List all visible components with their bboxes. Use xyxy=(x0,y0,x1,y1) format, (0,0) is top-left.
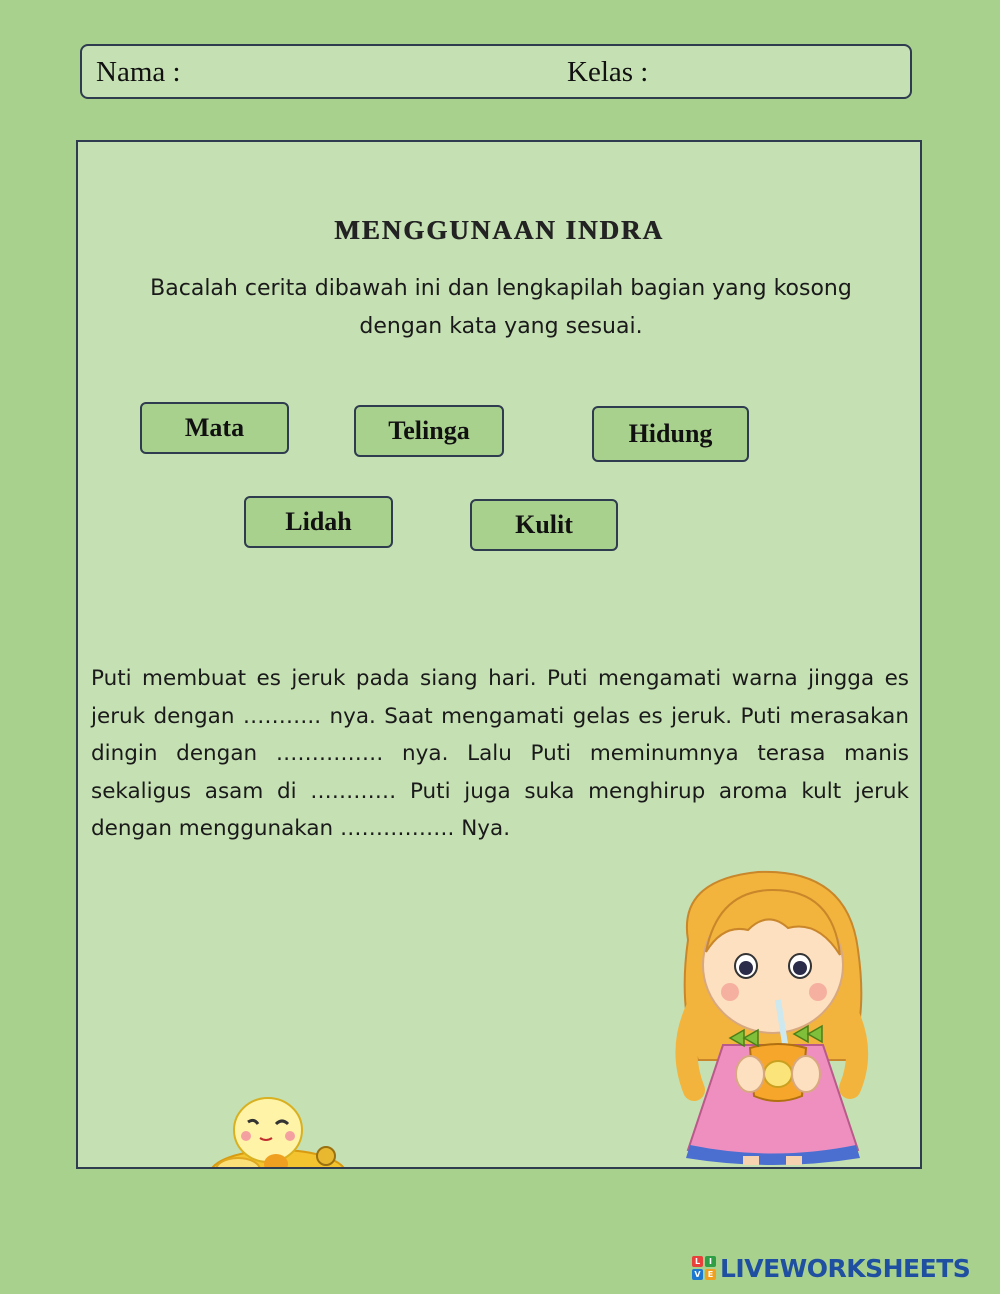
story-text: nya. Lalu Puti meminumnya terasa manis sekaligus asam di xyxy=(91,741,910,804)
name-class-bar xyxy=(80,44,912,99)
liveworksheets-logo xyxy=(692,1254,970,1282)
lemon-character-illustration xyxy=(208,1092,348,1169)
word-chip-telinga[interactable]: Telinga xyxy=(354,405,504,457)
answer-blank-2[interactable]: …………… xyxy=(275,741,384,766)
word-chip-mata[interactable]: Mata xyxy=(140,402,289,454)
story-paragraph xyxy=(91,660,909,848)
girl-drinking-illustration xyxy=(668,860,878,1165)
story-text: Puti juga suka menghirup aroma kult jeruk dengan menggunakan xyxy=(91,778,910,841)
logo-grid-icon: L I V E xyxy=(692,1256,716,1280)
logo-text: LIVEWORKSHEETS xyxy=(720,1253,971,1283)
worksheet-panel xyxy=(76,140,922,1169)
answer-blank-1[interactable]: ……….. xyxy=(242,703,322,729)
answer-blank-3[interactable]: ………… xyxy=(310,778,397,804)
word-chip-kulit[interactable]: Kulit xyxy=(470,499,618,551)
instruction-text: Bacalah cerita dibawah ini dan lengkapilah bagian yang kosong dengan kata yang sesuai. xyxy=(150,276,852,339)
name-label: Nama : xyxy=(96,56,181,88)
story-text: Nya. xyxy=(461,816,511,841)
class-label: Kelas : xyxy=(567,56,649,88)
story-text: nya. Saat mengamati gelas es jeruk. Puti merasakan dingin dengan xyxy=(91,703,909,766)
word-chip-hidung[interactable]: Hidung xyxy=(592,406,749,462)
word-chip-lidah[interactable]: Lidah xyxy=(244,496,393,548)
answer-blank-4[interactable]: ……………. xyxy=(340,816,455,841)
worksheet-title: MENGGUNAAN INDRA xyxy=(334,215,664,245)
story-text: Puti membuat es jeruk pada siang hari. Puti mengamati warna jingga es jeruk dengan xyxy=(91,666,909,729)
